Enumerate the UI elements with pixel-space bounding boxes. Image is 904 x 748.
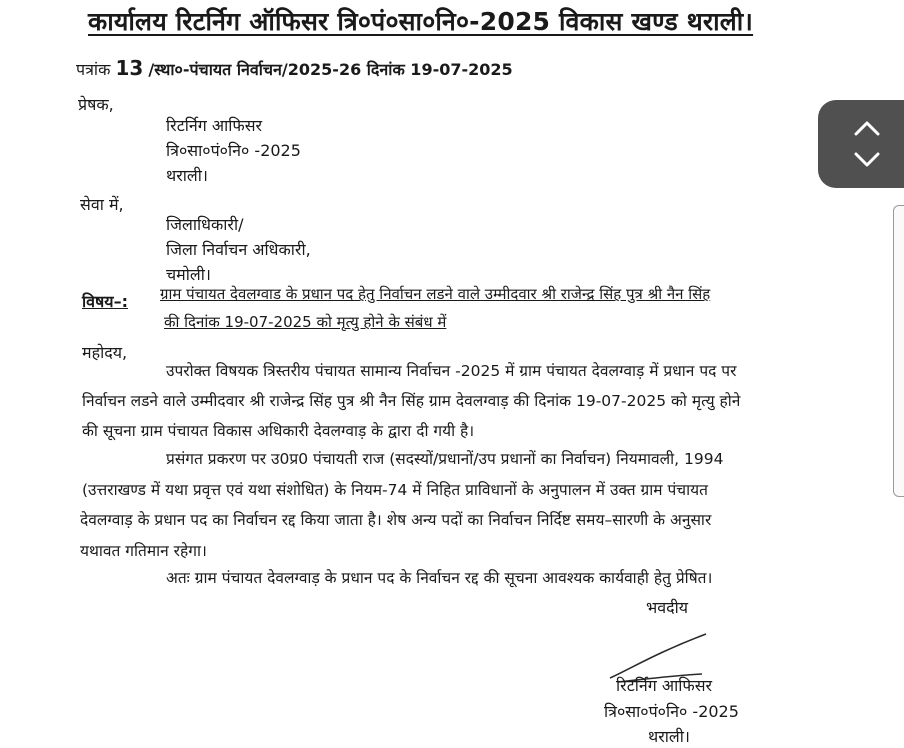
para2-line-3: देवलग्वाड़ के प्रधान पद का निर्वाचन रद्द किया जाता है। शेष अन्य पदों का निर्वाचन निर्दिष्ट समय–सारणी के अनुसार — [80, 511, 712, 529]
sender-label: प्रेषक, — [78, 95, 114, 114]
signature-line-3: थराली। — [648, 727, 690, 746]
recipient-line-1: जिलाधिकारी/ — [166, 215, 244, 234]
recipient-line-2: जिला निर्वाचन अधिकारी, — [166, 240, 311, 259]
para1-line-1: उपरोक्त विषयक त्रिस्तरीय पंचायत सामान्य निर्वाचन -2025 में ग्राम पंचायत देवलग्वाड़ में प्रधान पद पर — [166, 362, 737, 380]
reference-number: 13 — [115, 56, 144, 80]
signature-line-1: रिटर्निग आफिसर — [616, 676, 713, 695]
chevron-up-down-icon — [852, 118, 882, 170]
reference-rest: /स्था०-पंचायत निर्वाचन/2025-26 दिनांक 19-07-2025 — [148, 60, 513, 79]
para1-line-3: की सूचना ग्राम पंचायत विकास अधिकारी देवलग्वाड़ के द्वारा दी गयी है। — [82, 422, 475, 440]
subject-line-2: की दिनांक 19-07-2025 को मृत्यु होने के संबंध में — [164, 313, 447, 331]
sender-line-1: रिटर्निग आफिसर — [166, 116, 263, 135]
sender-line-3: थराली। — [166, 166, 208, 185]
scrollbar[interactable] — [893, 205, 904, 497]
sender-line-2: त्रि०सा०पं०नि० -2025 — [166, 141, 301, 160]
para1-line-2: निर्वाचन लडने वाले उम्मीदवार श्री राजेन्द्र सिंह पुत्र श्री नैन सिंह ग्राम देवलग्वाड़ की दिनांक 19-07-2025 को मृत्यु होने — [82, 392, 741, 410]
reference-line — [76, 54, 513, 84]
para2-line-4: यथावत गतिमान रहेगा। — [80, 542, 207, 560]
para3: अतः ग्राम पंचायत देवलग्वाड़ के प्रधान पद के निर्वाचन रद्द की सूचना आवश्यक कार्यवाही हेतु प्रेषित। — [166, 569, 713, 587]
subject-label: विषय–: — [82, 292, 128, 311]
closing: भवदीय — [646, 598, 689, 617]
signature-line-2: त्रि०सा०पं०नि० -2025 — [604, 702, 739, 721]
page-nav-button[interactable] — [818, 100, 904, 188]
para2-line-2: (उत्तराखण्ड में यथा प्रवृत्त एवं यथा संशोधित) के नियम-74 में निहित प्राविधानों के अनुपालन में उक्त ग्राम पंचायत — [82, 481, 708, 499]
reference-prefix: पत्रांक — [76, 60, 111, 79]
letter-heading: कार्यालय रिटर्निग ऑफिसर त्रि०पं०सा०नि०-2025 विकास खण्ड थराली। — [88, 7, 754, 36]
recipient-line-3: चमोली। — [166, 265, 211, 284]
recipient-label: सेवा में, — [80, 195, 124, 214]
para2-line-1: प्रसंगत प्रकरण पर उ0प्र0 पंचायती राज (सदस्यों/प्रधानों/उप प्रधानों का निर्वाचन) नियमावली, 1994 — [166, 450, 724, 468]
salutation: महोदय, — [82, 343, 128, 362]
subject-line-1: ग्राम पंचायत देवलग्वाड के प्रधान पद हेतु निर्वाचन लडने वाले उम्मीदवार श्री राजेन्द्र सिंह पुत्र श्री नैन सिंह — [160, 285, 711, 303]
